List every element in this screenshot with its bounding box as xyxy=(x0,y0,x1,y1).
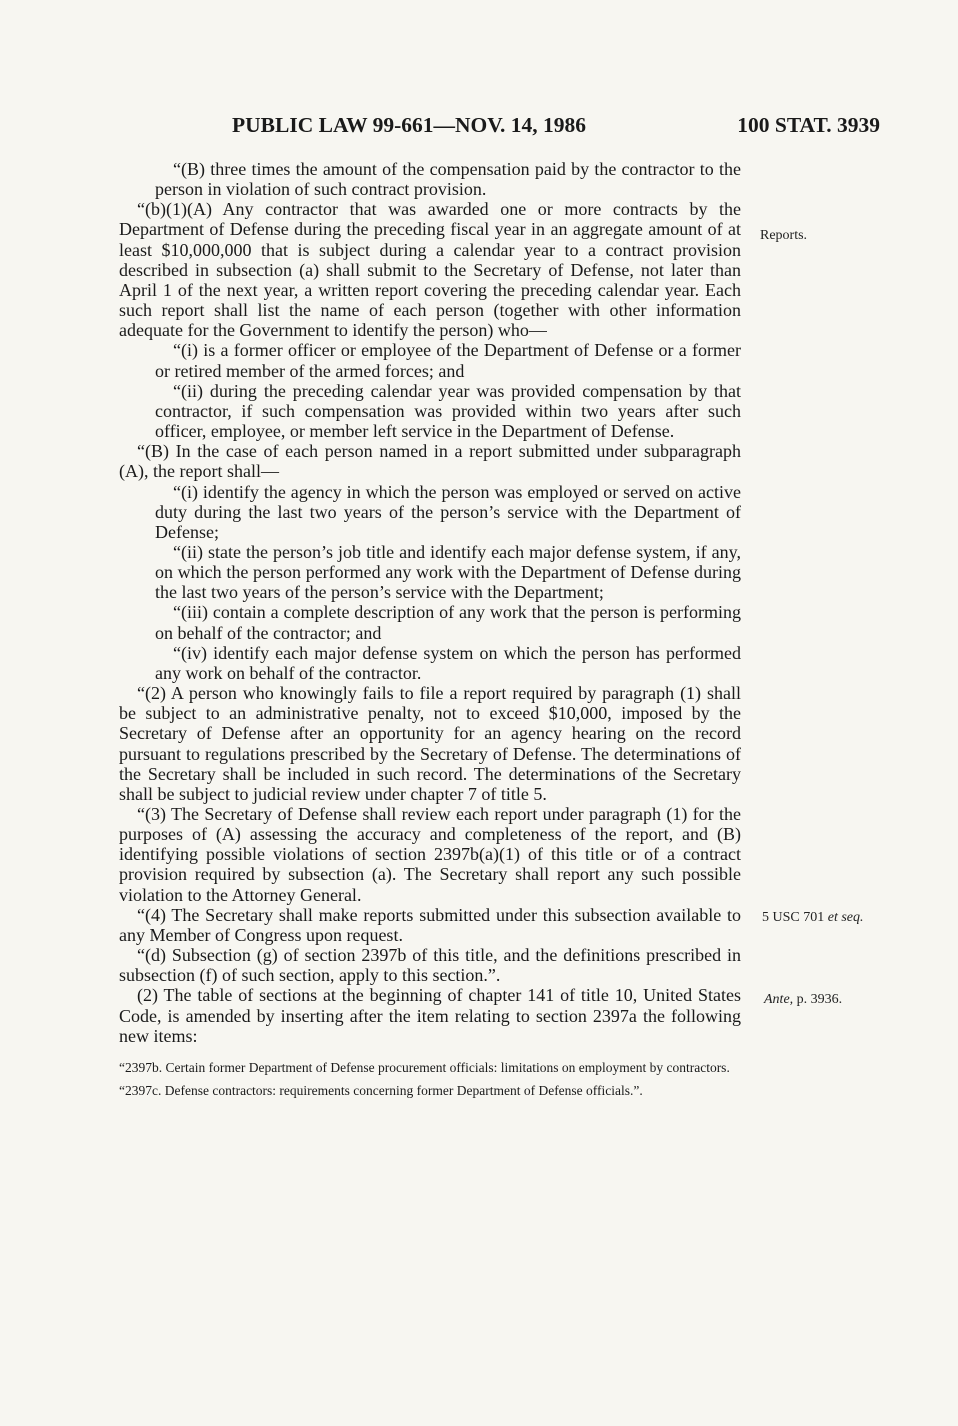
law-title: PUBLIC LAW 99-661—NOV. 14, 1986 xyxy=(232,113,586,137)
clause-ii-job-title: “(ii) state the person’s job title and identify each major defense system, if any, on which the person performed any work with the Department of Defense during the last two years of the person’s service with the Department; xyxy=(155,541,741,603)
clause-iii-work-description: “(iii) contain a complete description of any work that the person is performing on behalf of the contractor; and xyxy=(155,602,741,643)
margin-note-ante xyxy=(764,992,842,1008)
paragraph-3-review: “(3) The Secretary of Defense shall review each report under paragraph (1) for the purposes of (A) assessing the accuracy and completeness of the report, and (B) identifying possible violations of section 2397b(a)(1) of this title or of a contract provision required by subsection (a). The Secretary shall report any such possible violation to the Attorney General. xyxy=(119,804,741,905)
paragraph-table-amendment: (2) The table of sections at the beginning of chapter 141 of title 10, United States Code, is amended by inserting after the item relating to section 2397a the following new items: xyxy=(119,985,741,1046)
table-of-sections xyxy=(119,1060,741,1098)
body-text xyxy=(119,159,741,1106)
clause-ii-compensation: “(ii) during the preceding calendar year was provided compensation by that contractor, if such compensation was provided within two years after such officer, employee, or member left service in the Department of Defense. xyxy=(155,380,741,442)
clause-iv-defense-system: “(iv) identify each major defense system on which the person has performed any work on behalf of the contractor. xyxy=(155,642,741,683)
paragraph-b1a: “(b)(1)(A) Any contractor that was awarded one or more contracts by the Department of Defense during the preceding fiscal year in an aggregate amount of at least $10,000,000 that is subject during a calendar year to a contract provision described in subsection (a) shall submit to the Secretary of Defense, not later than April 1 of the next year, a written report covering the preceding calendar year. Each such report shall list the name of each person (together with other information adequate for the Government to identify the person) who— xyxy=(119,199,741,341)
paragraph-4-availability: “(4) The Secretary shall make reports submitted under this subsection available to any Member of Congress upon request. xyxy=(119,904,741,945)
table-item-2397b: “2397b. Certain former Department of Defense procurement officials: limitations on employment by contractors. xyxy=(119,1059,730,1075)
clause-i-former-officer: “(i) is a former officer or employee of the Department of Defense or a former or retired member of the armed forces; and xyxy=(155,340,741,381)
usc-citation: 5 USC 701 xyxy=(762,910,825,925)
page-header xyxy=(232,113,880,143)
paragraph-2-penalty: “(2) A person who knowingly fails to file a report required by paragraph (1) shall be subject to an administrative penalty, not to exceed $10,000, imposed by the Secretary of Defense after an opportunity for an agency hearing on the record pursuant to regulations prescribed by the Secretary of Defense. The determinations of the Secretary shall be included in such record. The determinations of the Secretary shall be subject to judicial review under chapter 7 of title 5. xyxy=(119,683,741,804)
table-item-2397c: “2397c. Defense contractors: requirements concerning former Department of Defense officials.”. xyxy=(119,1082,643,1098)
margin-note-reports: Reports. xyxy=(760,228,808,243)
paragraph-b-report-contents: “(B) In the case of each person named in a report submitted under subparagraph (A), the report shall— xyxy=(119,441,741,482)
paragraph-d-definitions: “(d) Subsection (g) of section 2397b of this title, and the definitions prescribed in subsection (f) of such section, apply to this section.”. xyxy=(119,945,741,986)
paragraph-b-three-times: “(B) three times the amount of the compensation paid by the contractor to the person in violation of such contract provision. xyxy=(155,159,741,200)
usc-et-seq: et seq. xyxy=(827,910,864,925)
clause-i-agency: “(i) identify the agency in which the person was employed or served on active duty during the last two years of the person’s service with the Department of Defense; xyxy=(155,481,741,542)
margin-note-usc xyxy=(762,910,864,926)
ante-label: Ante, xyxy=(764,992,794,1007)
stat-number: 100 STAT. 3939 xyxy=(737,113,880,137)
ante-page: p. 3936. xyxy=(796,992,843,1007)
